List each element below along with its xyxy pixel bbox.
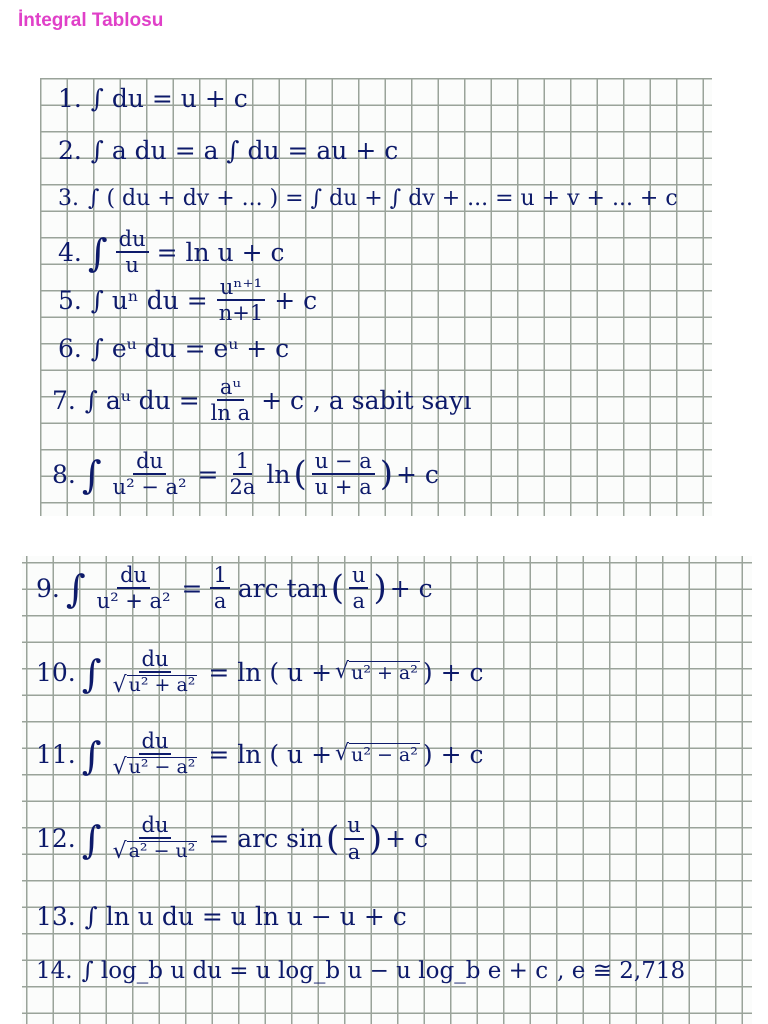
formula-rhs: + c [261,385,304,415]
formula-lhs: ∫ aᵘ du = [84,385,200,415]
function-name: ln [266,459,291,489]
fraction [349,564,369,612]
fraction [210,564,229,612]
fraction [110,814,201,863]
denominator: u² + a² [96,589,171,614]
formula-expression: ∫ ln u du = u ln u − u + c [84,902,407,931]
formula-6 [58,334,292,363]
formula-number: 12. [36,824,76,854]
denominator: a [352,589,365,614]
formula-number: 14. [36,958,73,984]
fraction [208,376,253,424]
formula-4 [58,228,288,276]
formula-7 [52,376,471,424]
square-root [113,757,198,779]
formula-14 [36,958,685,984]
formula-8 [52,450,442,498]
formula-lhs: ∫ uⁿ du = [90,285,208,315]
formula-number: 3. [58,186,79,211]
radical-sign: √ [335,741,350,767]
denominator: ln a [210,401,251,426]
numerator: du [116,228,149,253]
formula-expression: ∫ ( du + dv + ... ) = ∫ du + ∫ dv + ... = u + v + ... + c [88,186,678,211]
formula-rhs: + c [385,824,428,854]
denominator [110,839,201,863]
integral-sign: ∫ [81,453,102,498]
formula-10 [36,648,486,697]
formula-number: 4. [58,237,82,267]
formula-2 [58,136,401,165]
formula-number: 5. [58,285,82,315]
formula-number: 7. [52,385,76,415]
denominator: 2a [229,475,256,500]
right-paren: ) [373,568,387,609]
numerator: du [117,564,150,589]
formula-number: 9. [36,573,60,603]
numerator: aᵘ [217,376,244,401]
numerator: 1 [210,564,229,589]
numerator: u − a [312,450,375,475]
denominator: a [213,589,227,614]
numerator: u [344,814,364,839]
denominator [110,755,201,779]
fraction [216,276,266,324]
formula-note: , e ≅ 2,718 [557,958,686,984]
integral-sign: ∫ [81,651,102,696]
formula-1 [58,84,251,113]
formula-number: 8. [52,459,76,489]
formula-3 [58,186,681,211]
formula-number: 11. [36,740,76,770]
formula-number: 10. [36,658,76,688]
formula-expression: ∫ log_b u du = u log_b u − u log_b e + c [81,958,549,984]
numerator: du [139,814,172,839]
fraction [110,730,201,779]
square-root [335,661,420,684]
radicand: u² − a² [128,756,196,779]
radical-sign: √ [112,839,127,865]
page-title: İntegral Tablosu [18,10,164,31]
numerator: u [349,564,369,589]
formula-number: 2. [58,136,82,165]
left-paren: ( [326,818,340,859]
fraction [116,228,149,276]
formula-rhs: + c [274,285,318,315]
integral-sign: ∫ [81,817,102,862]
formula-number: 6. [58,334,82,363]
formula-expression: ∫ a du = a ∫ du = au + c [90,136,399,165]
fraction [94,564,174,612]
numerator: uⁿ⁺¹ [217,276,265,301]
denominator [110,673,201,697]
formula-rhs: + c [395,459,439,489]
square-root [113,675,198,697]
integral-sign: ∫ [87,231,108,276]
formula-middle: = arc sin [208,824,324,854]
formula-rhs: ) + c [422,658,484,688]
fraction [312,450,375,498]
denominator: u² − a² [112,475,187,500]
formula-rhs: + c [389,573,433,603]
right-paren: ) [379,454,393,495]
radical-sign: √ [112,673,127,699]
integral-sign: ∫ [81,733,102,778]
fraction [110,450,190,498]
denominator: a [347,839,361,864]
formula-middle: = ln ( u + [208,740,333,770]
square-root [335,743,420,766]
formula-number: 13. [36,902,76,931]
numerator: 1 [233,450,252,475]
denominator: n+1 [218,301,264,326]
fraction [344,814,364,862]
equals-sign: = [197,459,219,489]
left-paren: ( [330,568,344,609]
formula-5 [58,276,320,324]
formula-13 [36,902,410,931]
fraction [226,450,258,498]
radicand: u² + a² [351,662,418,685]
formula-expression: ∫ du = u + c [90,84,248,113]
radical-sign: √ [335,659,350,685]
numerator: du [133,450,166,475]
radicand: u² + a² [128,674,196,697]
formula-number: 1. [58,84,82,113]
function-name: arc tan [237,573,328,603]
left-paren: ( [293,454,307,495]
radicand: a² − u² [128,840,196,863]
formula-note: , a sabit sayı [313,385,472,415]
fraction [110,648,201,697]
denominator: u + a [314,475,372,500]
equals-sign: = [181,573,203,603]
numerator: du [139,648,172,673]
formula-11 [36,730,486,779]
formula-expression: ∫ eᵘ du = eᵘ + c [90,334,290,363]
right-paren: ) [368,818,383,859]
formula-rhs: = ln u + c [156,237,285,267]
denominator: u [125,253,139,278]
formula-middle: = ln ( u + [208,658,333,688]
radicand: u² − a² [351,744,418,767]
formula-12 [36,814,431,863]
radical-sign: √ [112,755,127,781]
integral-sign: ∫ [65,567,86,612]
square-root [113,841,198,863]
grid-paper-bottom [22,556,752,1024]
numerator: du [139,730,172,755]
formula-rhs: ) + c [422,740,484,770]
formula-9 [36,564,436,612]
